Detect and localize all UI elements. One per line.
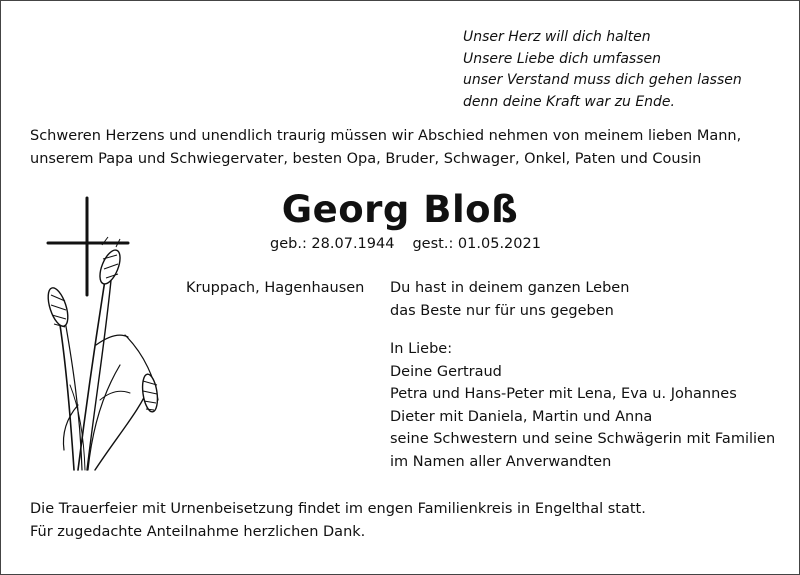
- intro-text: [30, 125, 780, 171]
- poem: [463, 27, 783, 113]
- footer-text: [30, 498, 646, 544]
- verse-line: Du hast in deinem ganzen Leben: [390, 280, 630, 296]
- mourner-line: im Namen aller Anverwandten: [390, 453, 612, 470]
- mourner-line: Petra und Hans-Peter mit Lena, Eva u. Johannes: [390, 386, 737, 402]
- intro-line: unserem Papa und Schwiegervater, besten Opa, Bruder, Schwager, Onkel, Paten und Cousin: [30, 151, 702, 167]
- mourner-line: Dieter mit Daniela, Martin und Anna: [390, 408, 653, 425]
- poem-line: unser Verstand muss dich gehen lassen: [463, 72, 742, 88]
- mourners-block: [390, 277, 775, 473]
- death-date: gest.: 01.05.2021: [412, 236, 541, 252]
- poem-line: Unsere Liebe dich umfassen: [463, 50, 661, 67]
- poem-line: denn deine Kraft war zu Ende.: [463, 93, 675, 110]
- intro-line: Schweren Herzens und unendlich traurig müssen wir Abschied nehmen von meinem lieben Mann,: [30, 128, 742, 144]
- birth-date: geb.: 28.07.1944: [270, 236, 395, 252]
- places: Kruppach, Hagenhausen: [186, 280, 365, 296]
- life-dates: [270, 234, 541, 254]
- poem-line: Unser Herz will dich halten: [463, 29, 651, 45]
- footer-line: Die Trauerfeier mit Urnenbeisetzung findet im engen Familienkreis in Engelthal statt.: [30, 501, 646, 517]
- cross-with-wheat-icon: [40, 195, 175, 480]
- mourner-line: Deine Gertraud: [390, 363, 502, 380]
- mourners-heading: In Liebe:: [390, 341, 453, 357]
- footer-line: Für zugedachte Anteilnahme herzlichen Dank.: [30, 524, 366, 540]
- mourner-line: seine Schwestern und seine Schwägerin mit Familien: [390, 431, 776, 447]
- verse-line: das Beste nur für uns gegeben: [390, 302, 614, 319]
- deceased-name: Georg Bloß: [281, 188, 519, 231]
